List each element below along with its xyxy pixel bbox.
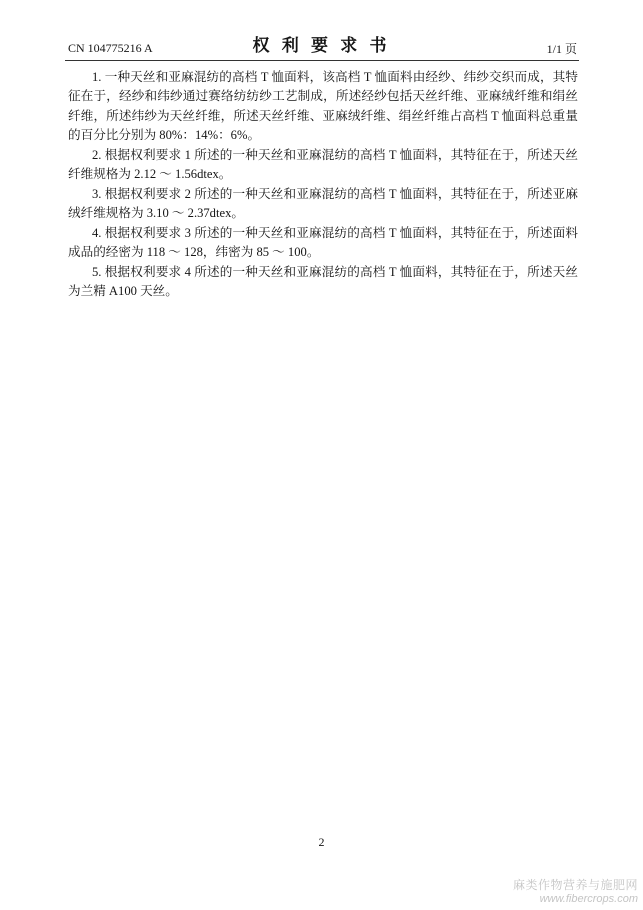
publication-number: CN 104775216 A: [68, 41, 153, 55]
page-indicator: 1/1 页: [546, 42, 577, 56]
claim-4: [68, 224, 578, 263]
claim-1: [68, 68, 578, 146]
claim-2-line-2: 纤维规格为 2.12 ～ 1.56dtex。: [68, 167, 232, 182]
watermark-site-name: 麻类作物营养与施肥网: [512, 878, 638, 892]
claims-list: [68, 68, 578, 301]
claim-3-line-1: 3. 根据权利要求 2 所述的一种天丝和亚麻混纺的高档 T 恤面料，其特征在于，所述亚麻: [92, 186, 578, 201]
claim-1-line-2: 征在于，经纱和纬纱通过赛络纺纺纱工艺制成，所述经纱包括天丝纤维、亚麻绒纤维和绢丝: [68, 89, 578, 104]
page-number: 2: [318, 835, 325, 849]
claim-2-line-1: 2. 根据权利要求 1 所述的一种天丝和亚麻混纺的高档 T 恤面料，其特征在于，所述天丝: [92, 147, 578, 162]
claim-4-line-2: 成品的经密为 118 ～ 128，纬密为 85 ～ 100。: [68, 245, 320, 260]
claim-1-line-1: 1. 一种天丝和亚麻混纺的高档 T 恤面料，该高档 T 恤面料由经纱、纬纱交织而成，其特: [92, 70, 578, 84]
header-divider: [65, 60, 579, 61]
claim-5: [68, 263, 578, 302]
claim-1-line-3: 纤维，所述纬纱为天丝纤维，所述天丝纤维、亚麻绒纤维、绢丝纤维占高档 T 恤面料总重量: [68, 108, 578, 123]
claim-5-line-2: 为兰精 A100 天丝。: [68, 283, 178, 298]
claim-5-line-1: 5. 根据权利要求 4 所述的一种天丝和亚麻混纺的高档 T 恤面料，其特征在于，所述天丝: [92, 264, 578, 279]
claim-1-line-4: 的百分比分别为 80%：14%：6%。: [68, 128, 261, 143]
claim-3: [68, 185, 578, 224]
claim-3-line-2: 绒纤维规格为 3.10 ～ 2.37dtex。: [68, 206, 244, 221]
watermark-url: www.fibercrops.com: [539, 893, 638, 905]
claim-2: [68, 146, 578, 185]
document-title: 权 利 要 求 书: [252, 36, 391, 55]
claim-4-line-1: 4. 根据权利要求 3 所述的一种天丝和亚麻混纺的高档 T 恤面料，其特征在于，所述面料: [92, 225, 578, 240]
